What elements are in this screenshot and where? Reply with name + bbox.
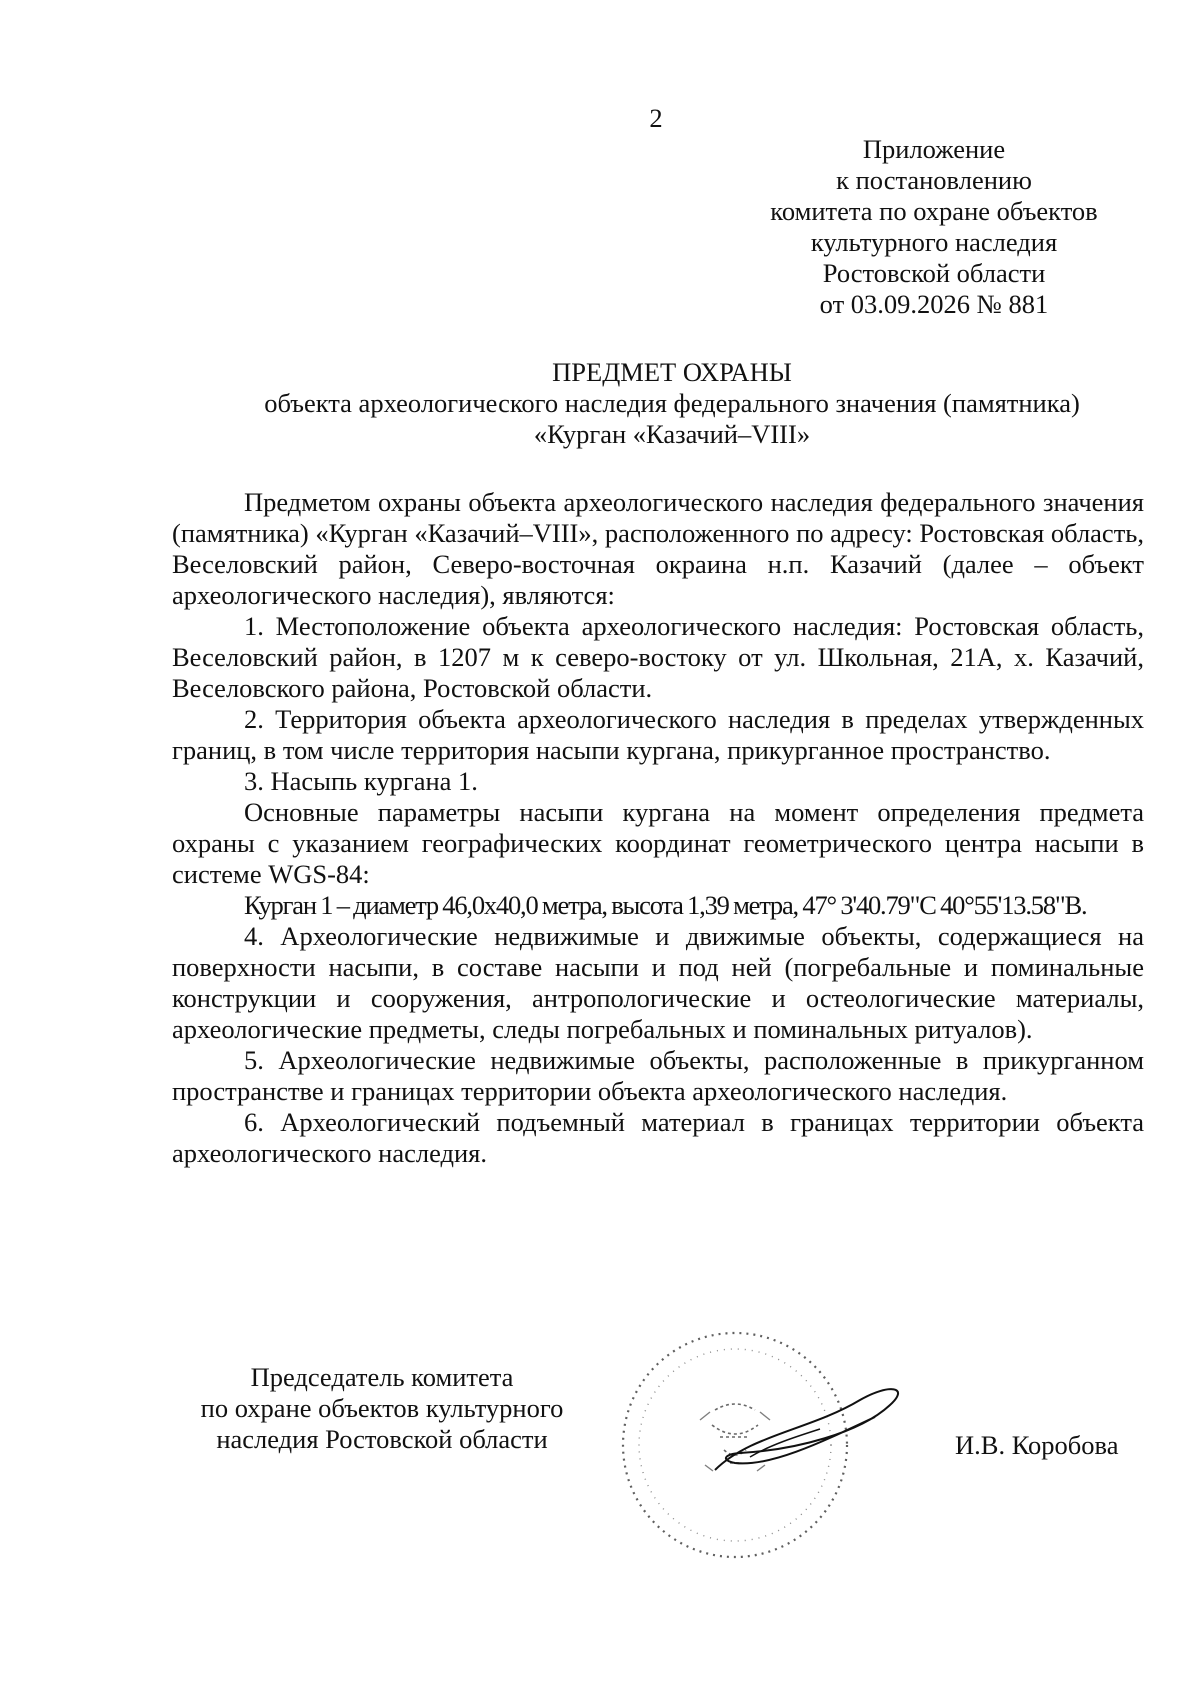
item-immovable-objects: 5. Археологические недвижимые объекты, расположенные в прикурганном пространстве и границах территории объекта археологического наследия. <box>172 1045 1144 1106</box>
item-surface-material: 6. Археологический подъемный материал в границах территории объекта археологического наследия. <box>172 1107 1144 1168</box>
signer-name: И.В. Коробова <box>955 1430 1119 1460</box>
item-objects: 4. Археологические недвижимые и движимые объекты, содержащиеся на поверхности насыпи, в составе насыпи и под ней (погребальные и поминальные конструкции и сооружения, антропологические и остеологические материалы, археологические предметы, следы погребальных и поминальных ритуалов). <box>172 921 1144 1044</box>
signer-title-line: Председатель комитета <box>250 1362 514 1392</box>
appendix-line: Приложение <box>862 134 1006 164</box>
appendix-line: Ростовской области <box>822 258 1046 288</box>
intro-paragraph: Предметом охраны объекта археологического наследия федерального значения (памятника) «Курган «Казачий–VIII», расположенного по адресу: Ростовская область, Веселовский район, Северо-восточная окраина н.п. Казачий (далее – объект археологического наследия), являются: <box>172 487 1144 610</box>
official-seal-with-signature <box>620 1325 920 1565</box>
document-heading <box>172 357 1172 450</box>
appendix-line: комитета по охране объектов <box>770 196 1098 226</box>
item-location: 1. Местоположение объекта археологического наследия: Ростовская область, Веселовский район, в 1207 м к северо-востоку от ул. Школьная, 21А, х. Казачий, Веселовского района, Ростовской области. <box>172 611 1144 703</box>
appendix-block <box>748 134 1120 320</box>
signer-title <box>172 1362 592 1455</box>
document-body <box>172 487 1144 1169</box>
item-territory: 2. Территория объекта археологического наследия в пределах утвержденных границ, в том числе территория насыпи кургана, прикурганное пространство. <box>172 704 1144 765</box>
heading-object-name: «Курган «Казачий–VIII» <box>533 419 811 449</box>
appendix-date-number: от 03.09.2026 № 881 <box>819 289 1049 319</box>
item-mound: 3. Насыпь кургана 1. <box>244 766 478 796</box>
heading-subtitle: объекта археологического наследия федерального значения (памятника) <box>264 388 1080 418</box>
heading-title: ПРЕДМЕТ ОХРАНЫ <box>552 357 792 387</box>
signature-stroke <box>715 1389 898 1470</box>
page-number: 2 <box>649 103 663 133</box>
signer-title-line: наследия Ростовской области <box>216 1424 548 1454</box>
appendix-line: к постановлению <box>836 165 1032 195</box>
params-intro: Основные параметры насыпи кургана на момент определения предмета охраны с указанием географических координат геометрического центра насыпи в системе WGS-84: <box>172 797 1144 889</box>
signer-title-line: по охране объектов культурного <box>200 1393 564 1423</box>
params-line: Курган 1 – диаметр 46,0х40,0 метра, высота 1,39 метра, 47° 3'40.79"С 40°55'13.58"В. <box>244 890 1087 920</box>
appendix-line: культурного наследия <box>810 227 1058 257</box>
